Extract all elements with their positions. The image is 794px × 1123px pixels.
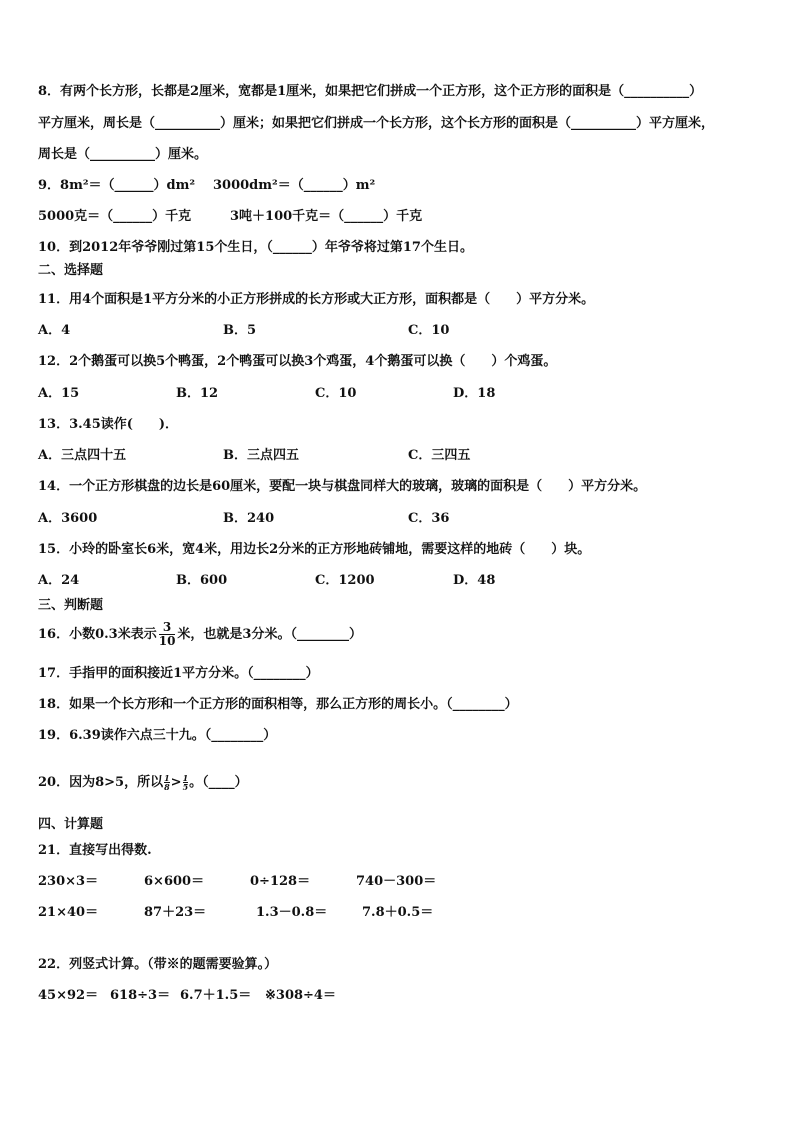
section-judge-heading: 三、判断题 bbox=[38, 598, 104, 613]
q22-item-1: 45×92＝ bbox=[38, 988, 99, 1003]
q22-item-3: 6.7＋1.5＝ bbox=[180, 988, 252, 1003]
q15-option-a: A．24 bbox=[38, 573, 80, 588]
q21-r1-c4: 740－300＝ bbox=[356, 874, 437, 889]
q20-post: 。（____） bbox=[189, 775, 248, 790]
q20-f2-denominator: 5 bbox=[182, 782, 189, 792]
q12-option-c: C．10 bbox=[315, 386, 357, 401]
q8-line2: 平方厘米，周长是（__________）厘米；如果把它们拼成一个长方形，这个长方形的面积是（__________）平方厘米， bbox=[38, 116, 715, 131]
q21-r2-c4: 7.8＋0.5＝ bbox=[362, 905, 434, 920]
q20-fraction-2 bbox=[183, 774, 189, 791]
q16-post: 米，也就是3分米。（________） bbox=[177, 627, 362, 642]
q20-f1-numerator: 1 bbox=[164, 773, 170, 783]
q14-option-a: A．3600 bbox=[38, 511, 98, 526]
q21-r1-c3: 0÷128＝ bbox=[250, 874, 311, 889]
q14-option-b: B．240 bbox=[223, 511, 275, 526]
q15-text: 15．小玲的卧室长6米，宽4米，用边长2分米的正方形地砖铺地，需要这样的地砖（ ）块。 bbox=[38, 542, 591, 557]
q21-text: 21．直接写出得数. bbox=[38, 843, 152, 858]
q21-r1-c1: 230×3＝ bbox=[38, 874, 99, 889]
q15-option-b: B．600 bbox=[176, 573, 228, 588]
q15-option-c: C．1200 bbox=[315, 573, 375, 588]
q20-f1-denominator: 8 bbox=[164, 782, 170, 792]
q13-option-b: B．三点四五 bbox=[223, 448, 299, 463]
q13-text: 13．3.45读作( )． bbox=[38, 417, 179, 432]
q16-fraction-numerator: 3 bbox=[159, 621, 176, 635]
q12-option-d: D．18 bbox=[453, 386, 496, 401]
q8-line1: 8．有两个长方形，长都是2厘米，宽都是1厘米，如果把它们拼成一个正方形，这个正方形的面积是（__________） bbox=[38, 84, 703, 99]
q21-r2-c3: 1.3－0.8＝ bbox=[256, 905, 328, 920]
q9-d: 3吨＋100千克＝（______）千克 bbox=[230, 209, 423, 224]
q22-text: 22．列竖式计算。（带※的题需要验算。） bbox=[38, 957, 278, 972]
q10: 10．到2012年爷爷刚过第15个生日，（______）年爷爷将过第17个生日。 bbox=[38, 240, 473, 255]
q16 bbox=[38, 620, 362, 650]
section-choice-heading: 二、选择题 bbox=[38, 263, 104, 278]
q16-fraction-denominator: 10 bbox=[158, 634, 176, 648]
q18: 18．如果一个长方形和一个正方形的面积相等，那么正方形的周长小。（________） bbox=[38, 697, 518, 712]
q11-option-a: A．4 bbox=[38, 323, 71, 338]
q14-option-c: C．36 bbox=[408, 511, 450, 526]
q20-f2-numerator: 1 bbox=[182, 773, 189, 783]
q19: 19．6.39读作六点三十九。（________） bbox=[38, 728, 277, 743]
q17: 17．手指甲的面积接近1平方分米。（________） bbox=[38, 666, 319, 681]
q20-gt: > bbox=[170, 775, 182, 790]
q21-r2-c1: 21×40＝ bbox=[38, 905, 99, 920]
q11-option-c: C．10 bbox=[408, 323, 450, 338]
q16-pre: 16．小数0.3米表示 bbox=[38, 627, 157, 642]
q21-r2-c2: 87＋23＝ bbox=[144, 905, 207, 920]
q11-text: 11．用4个面积是1平方分米的小正方形拼成的长方形或大正方形，面积都是（ ）平方分米。 bbox=[38, 292, 595, 307]
q9-c: 5000克＝（______）千克 bbox=[38, 209, 192, 224]
q11-option-b: B．5 bbox=[223, 323, 257, 338]
q12-text: 12．2个鹅蛋可以换5个鸭蛋，2个鸭蛋可以换3个鸡蛋，4个鹅蛋可以换（ ）个鸡蛋。 bbox=[38, 354, 557, 369]
q20-fraction-1 bbox=[164, 774, 170, 791]
q22-item-4: ※308÷4＝ bbox=[265, 988, 336, 1003]
q12-option-a: A．15 bbox=[38, 386, 80, 401]
q8-line3: 周长是（__________）厘米。 bbox=[38, 147, 208, 162]
q9-b: 3000dm²＝（______）m² bbox=[213, 178, 376, 193]
q16-fraction bbox=[159, 621, 176, 648]
q21-r1-c2: 6×600＝ bbox=[144, 874, 205, 889]
section-calc-heading: 四、计算题 bbox=[38, 817, 104, 832]
q12-option-b: B．12 bbox=[176, 386, 219, 401]
q13-option-a: A．三点四十五 bbox=[38, 448, 127, 463]
q9-a: 9．8m²＝（______）dm² bbox=[38, 178, 196, 193]
q14-text: 14．一个正方形棋盘的边长是60厘米，要配一块与棋盘同样大的玻璃，玻璃的面积是（ ）平方分米。 bbox=[38, 479, 647, 494]
q22-item-2: 618÷3＝ bbox=[110, 988, 171, 1003]
q20 bbox=[38, 770, 248, 796]
q20-pre: 20．因为8>5，所以 bbox=[38, 775, 164, 790]
q15-option-d: D．48 bbox=[453, 573, 496, 588]
q13-option-c: C．三四五 bbox=[408, 448, 471, 463]
